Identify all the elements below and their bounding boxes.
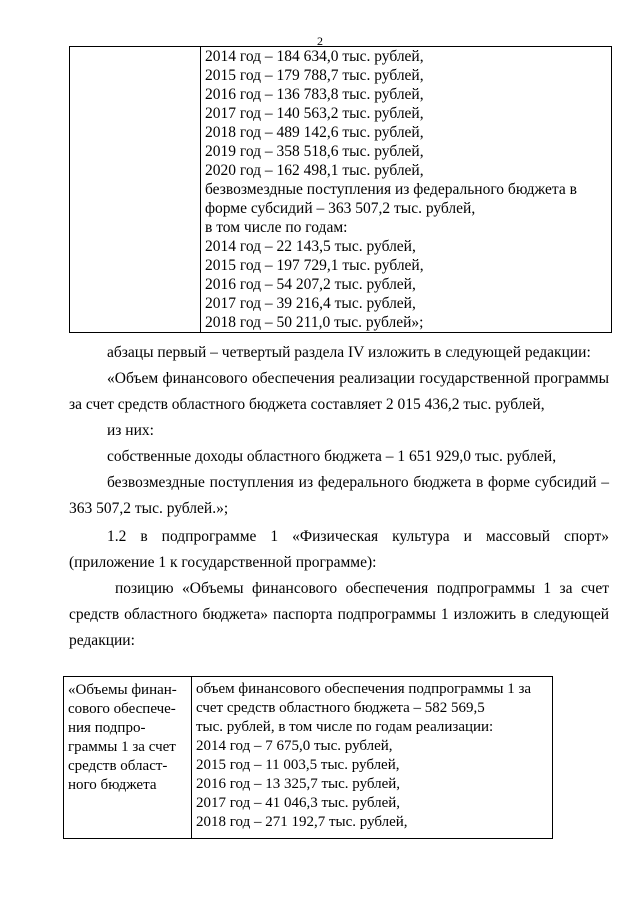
paragraph-total-funding: «Объем финансового обеспечения реализации государственной программы за счет средств областного бюджета составляет 2 015 436,2 тыс. рублей,	[69, 370, 609, 413]
year-line: 2017 год – 41 046,3 тыс. рублей,	[196, 795, 401, 811]
year-line: 2018 год – 50 211,0 тыс. рублей»;	[205, 314, 424, 331]
position-name-line: «Объемы финан-	[68, 682, 177, 698]
position-name-cell	[64, 677, 192, 839]
year-line: 2017 год – 140 563,2 тыс. рублей,	[205, 105, 424, 122]
funding-values-cell	[201, 47, 612, 333]
funding-line: объем финансового обеспечения подпрограммы 1 за	[196, 681, 532, 697]
year-line: 2020 год – 162 498,1 тыс. рублей,	[205, 162, 424, 179]
year-line: 2015 год – 179 788,7 тыс. рублей,	[205, 67, 424, 84]
year-line: 2016 год – 136 783,8 тыс. рублей,	[205, 86, 424, 103]
position-name-line: ного бюджета	[68, 777, 157, 793]
year-line: 2015 год – 11 003,5 тыс. рублей,	[196, 757, 400, 773]
year-line: 2014 год – 7 675,0 тыс. рублей,	[196, 738, 393, 754]
position-name-line: ния подпро-	[68, 720, 146, 736]
year-line: 2014 год – 22 143,5 тыс. рублей,	[205, 238, 416, 255]
year-line: 2016 год – 54 207,2 тыс. рублей,	[205, 276, 416, 293]
funding-details-cell	[192, 677, 553, 839]
subsidies-text: безвозмездные поступления из федерального бюджета в форме субсидий – 363 507,2 тыс. рублей,	[205, 181, 577, 217]
year-line: 2019 год – 358 518,6 тыс. рублей,	[205, 143, 424, 160]
paragraph-own-revenue: собственные доходы областного бюджета – 1 651 929,0 тыс. рублей,	[107, 448, 557, 465]
funding-line: счет средств областного бюджета – 582 569,5	[196, 700, 485, 716]
paragraph-federal-subsidies: безвозмездные поступления из федерального бюджета в форме субсидий – 363 507,2 тыс. рублей.»;	[69, 474, 609, 517]
position-name-line: средств област-	[68, 758, 168, 774]
year-line: 2014 год – 184 634,0 тыс. рублей,	[205, 48, 424, 65]
funding-table-continued	[69, 46, 612, 333]
position-name-line: сового обеспече-	[68, 701, 176, 717]
empty-left-cell	[70, 47, 201, 333]
by-years-label: в том числе по годам:	[205, 219, 348, 236]
paragraph-subprogram-1: 1.2 в подпрограмме 1 «Физическая культура и массовый спорт» (приложение 1 к государственной программе):	[69, 528, 609, 571]
year-line: 2016 год – 13 325,7 тыс. рублей,	[196, 776, 401, 792]
paragraph-position-change: позицию «Объемы финансового обеспечения подпрограммы 1 за счет средств областного бюджета» паспорта подпрограммы 1 изложить в следующей редакции:	[69, 580, 609, 649]
page-number: 2	[317, 34, 323, 48]
funding-line: тыс. рублей, в том числе по годам реализации:	[196, 719, 494, 735]
year-line: 2017 год – 39 216,4 тыс. рублей,	[205, 295, 416, 312]
paragraph-section-iv: абзацы первый – четвертый раздела IV изложить в следующей редакции:	[107, 344, 591, 361]
subprogram-funding-table	[63, 676, 553, 839]
position-name-line: граммы 1 за счет	[68, 739, 176, 755]
paragraph-of-them: из них:	[107, 422, 154, 439]
year-line: 2015 год – 197 729,1 тыс. рублей,	[205, 257, 424, 274]
year-line: 2018 год – 489 142,6 тыс. рублей,	[205, 124, 424, 141]
year-line: 2018 год – 271 192,7 тыс. рублей,	[196, 814, 408, 830]
